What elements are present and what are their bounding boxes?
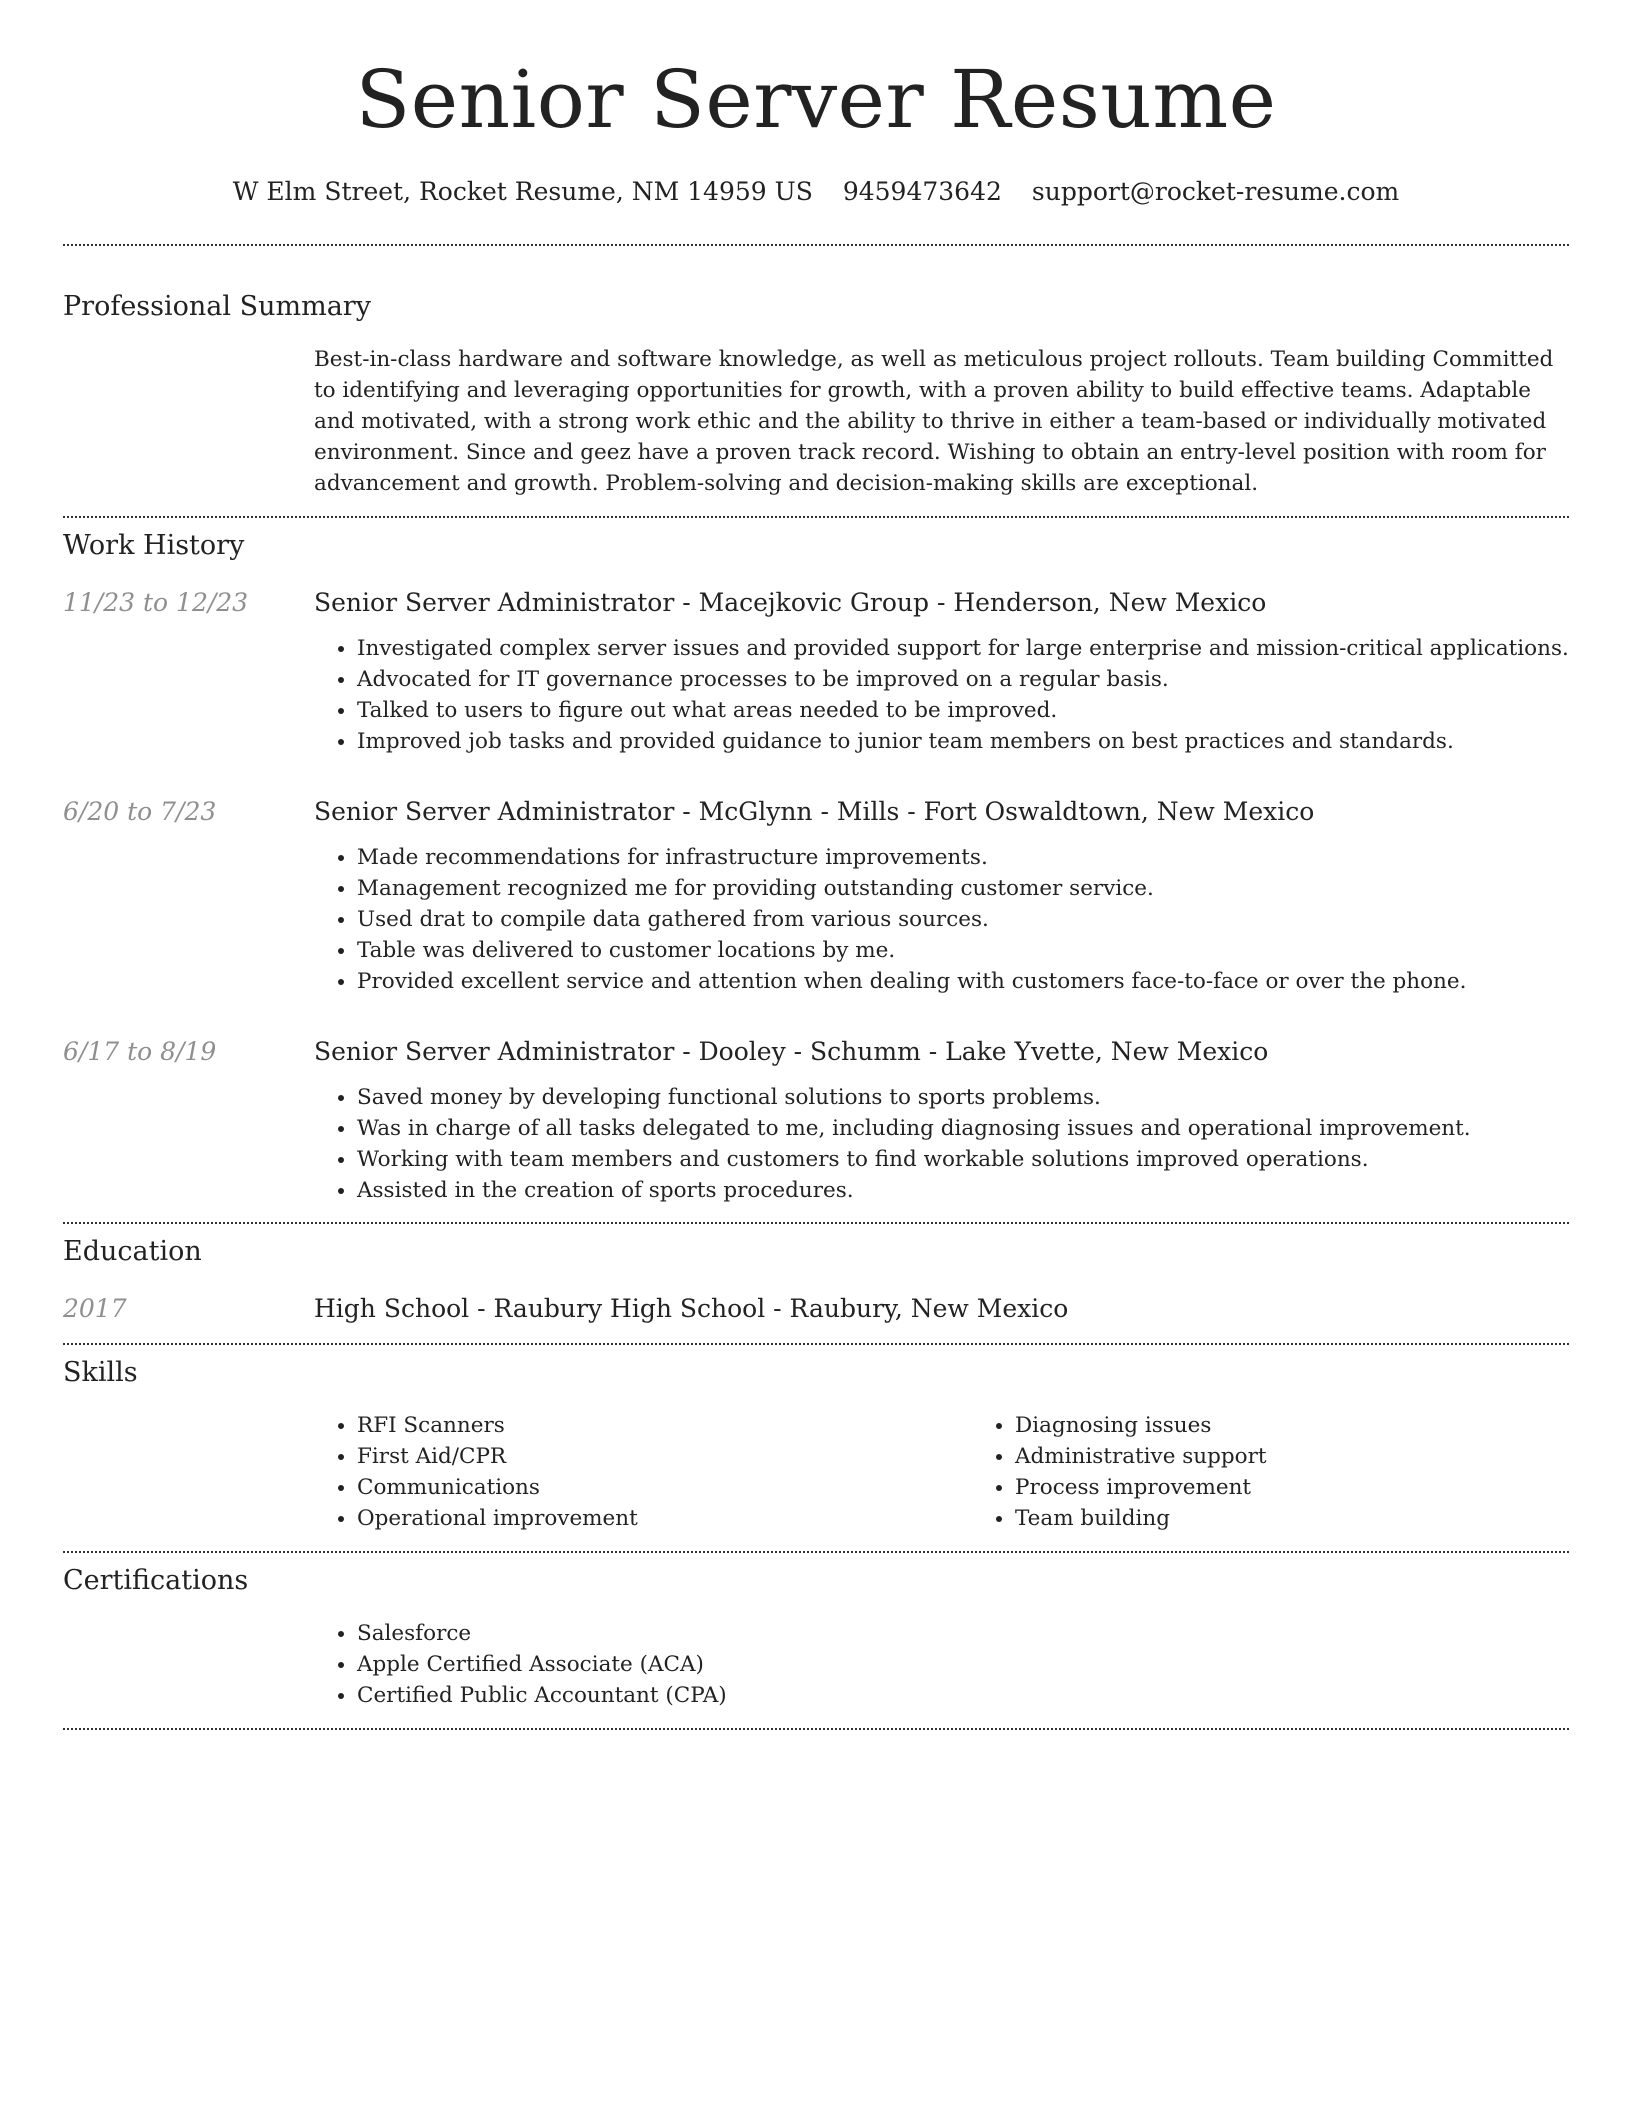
resume-title: Senior Server Resume [355, 53, 1277, 146]
summary-spacer [63, 344, 314, 499]
section-heading-skills: Skills [63, 1357, 138, 1388]
section-education [63, 1235, 1569, 1326]
list-item: • Communications [357, 1472, 972, 1503]
job-entry [63, 795, 1569, 997]
skills-list-left [314, 1410, 972, 1534]
divider [63, 244, 1569, 246]
list-item: • Operational improvement [357, 1503, 972, 1534]
list-item: • Process improvement [1015, 1472, 1630, 1503]
divider [63, 1551, 1569, 1553]
contact-phone: 9459473642 [842, 177, 1002, 206]
job-details [314, 1035, 1569, 1206]
list-item: • Diagnosing issues [1015, 1410, 1630, 1441]
summary-row [63, 344, 1569, 499]
list-item: • Made recommendations for infrastructure improvements. [357, 842, 1569, 873]
education-year: 2017 [63, 1294, 127, 1323]
summary-body [314, 344, 1569, 499]
list-item: • Improved job tasks and provided guidance to junior team members on best practices and standards. [357, 726, 1569, 757]
list-item: • Advocated for IT governance processes to be improved on a regular basis. [357, 664, 1569, 695]
skills-spacer [63, 1410, 314, 1534]
section-certifications [63, 1564, 1569, 1711]
section-work-history [63, 529, 1569, 1206]
section-heading-education: Education [63, 1236, 202, 1267]
list-item: • Certified Public Accountant (CPA) [357, 1680, 1569, 1711]
divider [63, 1343, 1569, 1345]
certifications-body [314, 1618, 1569, 1711]
contact-email[interactable]: support@rocket-resume.com [1031, 177, 1400, 206]
job-title: Senior Server Administrator - McGlynn - Mills - Fort Oswaldtown, New Mexico [314, 797, 1315, 826]
section-professional-summary [63, 290, 1569, 499]
job-dates: 11/23 to 12/23 [63, 588, 249, 617]
skills-row [63, 1410, 1569, 1534]
list-item: • Working with team members and customers to find workable solutions improved operations. [357, 1144, 1569, 1175]
job-dates: 6/20 to 7/23 [63, 797, 217, 826]
job-title: Senior Server Administrator - Macejkovic Group - Henderson, New Mexico [314, 588, 1267, 617]
job-entry [63, 1035, 1569, 1206]
job-details [314, 795, 1569, 997]
list-item: • Used drat to compile data gathered from various sources. [357, 904, 1569, 935]
list-item: • Investigated complex server issues and provided support for large enterprise and mission-critical applications. [357, 633, 1569, 664]
divider [63, 1222, 1569, 1224]
job-bullets [314, 633, 1569, 757]
certifications-row [63, 1618, 1569, 1711]
section-heading-certifications: Certifications [63, 1565, 249, 1596]
list-item: • Provided excellent service and attention when dealing with customers face-to-face or over the phone. [357, 966, 1569, 997]
contact-line [63, 174, 1569, 210]
summary-text: Best-in-class hardware and software knowledge, as well as meticulous project rollouts. Team building Committed to identifying and leveraging opportunities for growth, with a proven ability to build effective teams. Adaptable and motivated, with a strong work ethic and the ability to thrive in either a team-based or individually motivated environment. Since and geez have a proven track record. Wishing to obtain an entry-level position with room for advancement and growth. Problem-solving and decision-making skills are exceptional. [314, 347, 1554, 496]
list-item: • Team building [1015, 1503, 1630, 1534]
list-item: • Management recognized me for providing outstanding customer service. [357, 873, 1569, 904]
section-heading-work: Work History [63, 530, 245, 561]
list-item: • Talked to users to figure out what areas needed to be improved. [357, 695, 1569, 726]
contact-address: W Elm Street, Rocket Resume, NM 14959 US [232, 177, 813, 206]
education-details [314, 1292, 1569, 1326]
skills-list-right [972, 1410, 1630, 1534]
list-item: • Salesforce [357, 1618, 1569, 1649]
section-heading-summary: Professional Summary [63, 291, 371, 322]
section-skills [63, 1356, 1569, 1534]
list-item: • First Aid/CPR [357, 1441, 972, 1472]
job-entry [63, 586, 1569, 757]
divider [63, 1728, 1569, 1730]
education-title: High School - Raubury High School - Raubury, New Mexico [314, 1294, 1069, 1323]
education-entry [63, 1292, 1569, 1326]
job-title: Senior Server Administrator - Dooley - Schumm - Lake Yvette, New Mexico [314, 1037, 1269, 1066]
list-item: • Assisted in the creation of sports procedures. [357, 1175, 1569, 1206]
certifications-spacer [63, 1618, 314, 1711]
divider [63, 516, 1569, 518]
certifications-list [314, 1618, 1569, 1711]
skills-grid [314, 1410, 1630, 1534]
job-details [314, 586, 1569, 757]
job-bullets [314, 842, 1569, 997]
list-item: • RFI Scanners [357, 1410, 972, 1441]
job-dates: 6/17 to 8/19 [63, 1037, 217, 1066]
list-item: • Administrative support [1015, 1441, 1630, 1472]
list-item: • Apple Certified Associate (ACA) [357, 1649, 1569, 1680]
job-bullets [314, 1082, 1569, 1206]
list-item: • Saved money by developing functional solutions to sports problems. [357, 1082, 1569, 1113]
list-item: • Was in charge of all tasks delegated to me, including diagnosing issues and operational improvement. [357, 1113, 1569, 1144]
list-item: • Table was delivered to customer locations by me. [357, 935, 1569, 966]
